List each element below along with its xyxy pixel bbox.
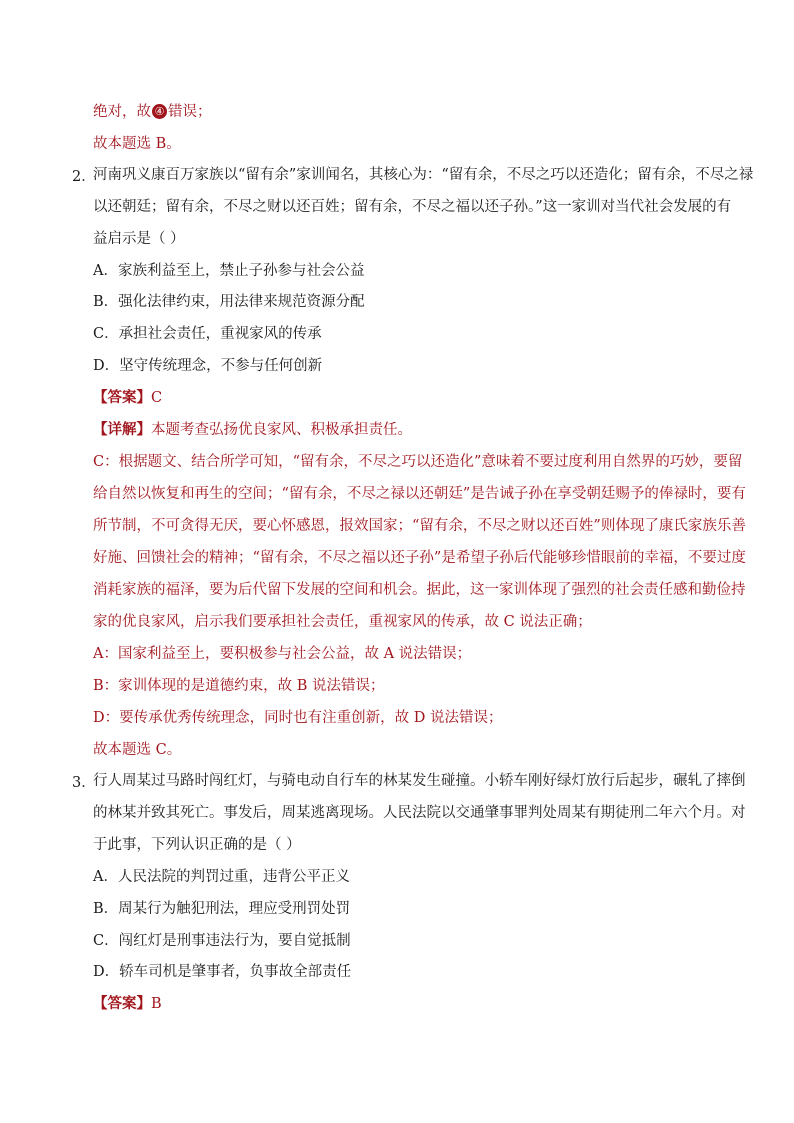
question-3-option-d: D．轿车司机是肇事者，负事故全部责任 [93, 964, 352, 980]
question-3-stem-line-3: 于此事，下列认识正确的是（ ） [93, 837, 301, 853]
explanation-conclusion: 故本题选 B。 [93, 136, 181, 152]
question-3-stem-line-2: 的林某并致其死亡。事发后，周某逃离现场。人民法院以交通肇事罪判处周某有期徒刑二年六个月。对 [93, 805, 746, 821]
detail-label: 【详解】 [93, 421, 151, 438]
answer-label: 【答案】 [93, 995, 151, 1012]
detail-line-b: B：家训体现的是道德约束，故 B 说法错误； [93, 678, 385, 694]
detail-intro: 本题考查弘扬优良家风、积极承担责任。 [151, 422, 412, 438]
detail-line-4: 好施、回馈社会的精神；“留有余，不尽之福以还子孙”是希望子孙后代能够珍惜眼前的幸福，不要过度 [93, 550, 746, 566]
question-2-option-b: B．强化法律约束，用法律来规范资源分配 [93, 294, 365, 310]
detail-line-2: 给自然以恢复和再生的空间；“留有余，不尽之禄以还朝廷”是告诫子孙在享受朝廷赐予的俸禄时，要有 [93, 486, 746, 502]
answer-label: 【答案】 [93, 389, 151, 406]
question-2-option-a: A．家族利益至上，禁止子孙参与社会公益 [93, 263, 365, 279]
question-3-option-b: B．周某行为触犯刑法，理应受刑罚处罚 [93, 901, 351, 917]
question-3-stem-line-1: 行人周某过马路时闯红灯，与骑电动自行车的林某发生碰撞。小轿车刚好绿灯放行后起步，碾轧了摔倒 [93, 773, 746, 789]
question-2-stem-line-3: 益启示是（ ） [93, 231, 185, 247]
question-2-option-c: C．承担社会责任，重视家风的传承 [93, 326, 322, 342]
question-2-option-d: D．坚守传统理念，不参与任何创新 [93, 358, 323, 374]
question-number-2: 2． [72, 169, 96, 185]
question-number-3: 3． [72, 775, 96, 791]
answer-value: C [151, 390, 163, 406]
question-3-option-a: A．人民法院的判罚过重，违背公平正义 [93, 869, 350, 885]
question-2-conclusion: 故本题选 C。 [93, 742, 182, 758]
question-2-stem-line-2: 以还朝廷；留有余，不尽之财以还百姓；留有余，不尽之福以还子孙。”这一家训对当代社会发展的有 [93, 199, 732, 215]
question-2-detail-heading [93, 420, 412, 440]
detail-line-6: 家的优良家风，启示我们要承担社会责任，重视家风的传承，故 C 说法正确； [93, 614, 592, 630]
detail-line-d: D：要传承优秀传统理念，同时也有注重创新，故 D 说法错误； [93, 710, 503, 726]
circled-number: ④ [152, 104, 167, 119]
detail-line-3: 所节制，不可贪得无厌，要心怀感恩，报效国家；“留有余，不尽之财以还百姓”则体现了康氏家族乐善 [93, 518, 746, 534]
question-2-answer [93, 388, 162, 408]
detail-line-5: 消耗家族的福泽，要为后代留下发展的空间和机会。据此，这一家训体现了强烈的社会责任感和勤俭持 [93, 582, 746, 598]
detail-line-1: C：根据题文、结合所学可知，“留有余，不尽之巧以还造化”意味着不要过度利用自然界的巧妙，要留 [93, 454, 743, 470]
question-2-stem-line-1: 河南巩义康百万家族以“留有余”家训闻名，其核心为：“留有余，不尽之巧以还造化；留有余，不尽之禄 [93, 167, 754, 183]
question-3-option-c: C．闯红灯是刑事违法行为，要自觉抵制 [93, 933, 351, 949]
detail-line-a: A：国家利益至上，要积极参与社会公益，故 A 说法错误； [93, 646, 472, 662]
answer-value: B [151, 996, 162, 1012]
explanation-line-1: 绝对，故 ④ 错误； [93, 104, 212, 120]
question-3-answer [93, 994, 162, 1014]
